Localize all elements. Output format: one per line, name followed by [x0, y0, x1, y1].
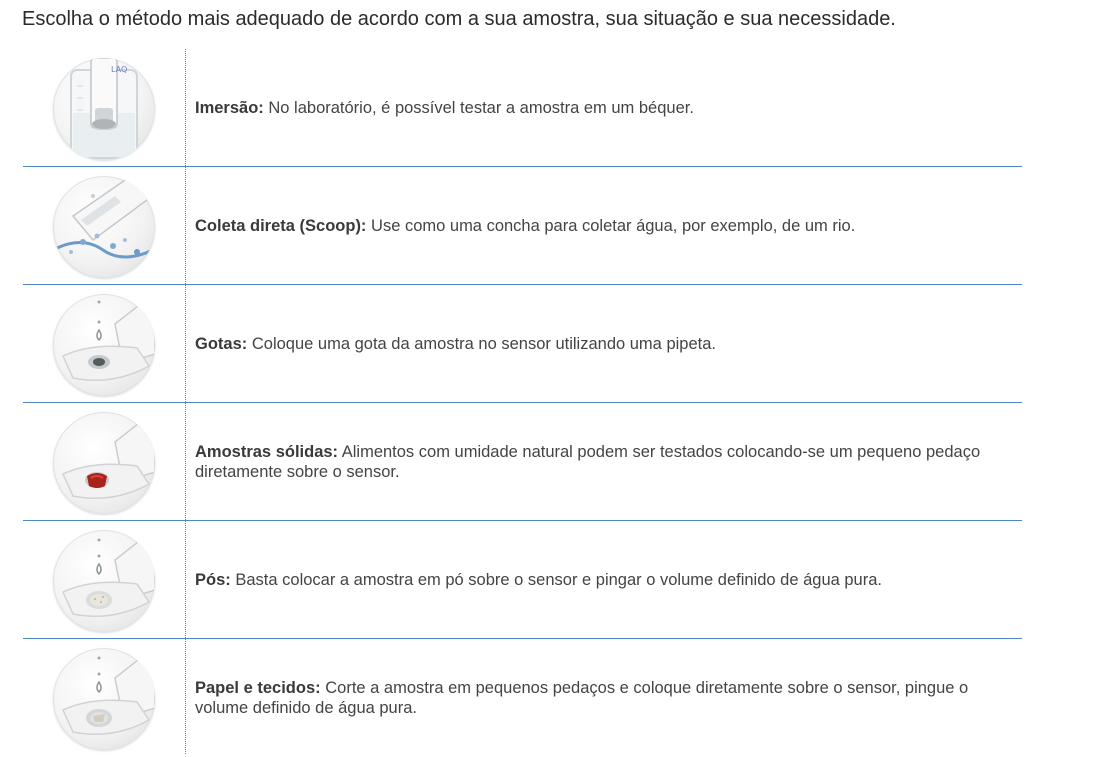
- svg-text:LAQ: LAQ: [111, 65, 128, 74]
- methods-table: [23, 49, 1022, 757]
- scoop-water-icon: [53, 176, 155, 278]
- method-title: Gotas:: [195, 334, 248, 353]
- method-title: Pós:: [195, 570, 231, 589]
- drop-sensor-icon: [53, 294, 155, 396]
- solid-sample-sensor-icon: [53, 412, 155, 514]
- method-text: Use como uma concha para coletar água, por exemplo, de um rio.: [371, 216, 856, 235]
- method-desc-scoop: [195, 216, 1010, 236]
- method-title: Papel e tecidos:: [195, 679, 321, 697]
- method-desc-solid: [195, 442, 1010, 482]
- intro-text: Escolha o método mais adequado de acordo com a sua amostra, sua situação e sua necessidade.: [22, 8, 896, 30]
- method-row-paper: [23, 639, 1022, 757]
- method-row-immersion: [23, 49, 1022, 167]
- powder-sensor-icon: [53, 530, 155, 632]
- method-title: Imersão:: [195, 98, 264, 117]
- method-desc-paper: [195, 678, 1010, 718]
- method-desc-powder: [195, 570, 1010, 590]
- method-text: Alimentos com umidade natural podem ser testados colocando-se um pequeno pedaço diretamente sobre o sensor.: [195, 442, 981, 481]
- method-text: Basta colocar a amostra em pó sobre o sensor e pingar o volume definido de água pura.: [235, 570, 882, 589]
- paper-fabric-sensor-icon: [53, 648, 155, 750]
- method-row-drops: [23, 285, 1022, 403]
- method-text: No laboratório, é possível testar a amostra em um béquer.: [268, 98, 694, 117]
- method-row-solid: [23, 403, 1022, 521]
- method-title: Coleta direta (Scoop):: [195, 216, 367, 235]
- beaker-immersion-icon: [53, 58, 155, 160]
- method-row-powder: [23, 521, 1022, 639]
- method-text: Coloque uma gota da amostra no sensor utilizando uma pipeta.: [251, 334, 716, 353]
- method-title: Amostras sólidas:: [195, 442, 339, 461]
- method-text: Corte a amostra em pequenos pedaços e coloque diretamente sobre o sensor, pingue o volume definido de água pura.: [195, 679, 969, 717]
- method-desc-drops: [195, 334, 1010, 354]
- method-row-scoop: [23, 167, 1022, 285]
- method-desc-immersion: [195, 98, 1010, 118]
